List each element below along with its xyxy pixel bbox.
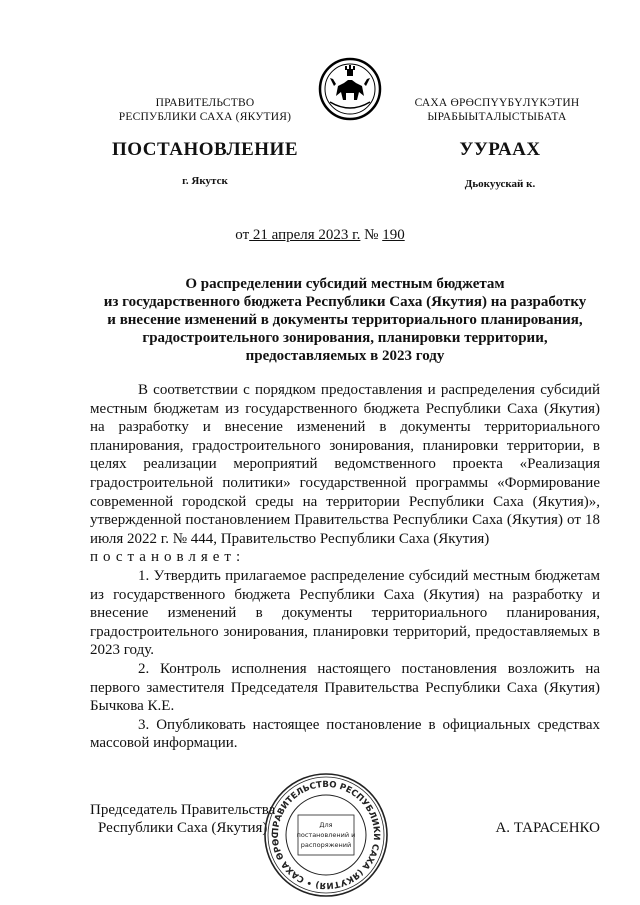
header-right-line-1: САХА ӨРӨСПҮҮБҮЛҮКЭТИН (414, 97, 580, 109)
emblem-icon (318, 56, 382, 122)
item-1: 1. Утвердить прилагаемое распределение субсидий местным бюджетам из государственного бюджета Республики Саха (Якутия) на разработку и внесение изменений в документы территориального планирования, градостроительного зонирования, планировки территорий, предоставляемых в 2023 году. (90, 567, 600, 659)
preamble-paragraph: В соответствии с порядком предоставления и распределения субсидий местным бюджетам из государственного бюджета Республики Саха (Якутия) на разработку и внесение изменений в документы территориального планирования, градостроительного зонирования, планировки территории, в целях реализации мероприятий ведомственного проекта «Реализация градостроительной политики» государственной программы «Формирование современной городской среды на территории Республики Саха (Якутия)», утвержденной постановлением Правительства Республики Саха (Якутия) от 18 июля 2022 г. № 444, Правительство Республики Саха (Якутия) (90, 382, 600, 547)
republic-emblem (318, 56, 382, 122)
document-number-line (0, 227, 640, 244)
document-date: 21 апреля 2023 г. (249, 227, 361, 243)
stamp-center-line-3: распоряжений (300, 841, 352, 849)
title-line-3: и внесение изменений в документы территориального планирования, (107, 312, 583, 328)
number-sign: № (360, 227, 383, 243)
header-left-line-2: РЕСПУБЛИКИ САХА (ЯКУТИЯ) (118, 111, 292, 123)
item-3: 3. Опубликовать настоящее постановление в официальных средствах массовой информации. (90, 716, 600, 752)
signature-position-line-1: Председатель Правительства (90, 802, 276, 818)
item-2: 2. Контроль исполнения настоящего постановления возложить на первого заместителя Председателя Правительства Республики Саха (Якутия) Бычкова К.Е. (90, 660, 600, 715)
doc-type-left: ПОСТАНОВЛЕНИЕ (111, 139, 299, 160)
doc-type-right: УУРААХ (459, 139, 541, 160)
stamp-center-line-1: Для (319, 821, 333, 829)
city-right: Дьокуускай к. (464, 178, 536, 190)
header-left (100, 96, 310, 124)
header-right-line-2: ЫРАБЫЫТАЛЫСТЫБАТА (427, 111, 567, 123)
decree-word: постановляет: (90, 549, 246, 566)
signature-position-line-2: Республики Саха (Якутия) (98, 820, 268, 836)
title-line-1: О распределении субсидий местным бюджетам (185, 276, 505, 292)
title-line-4: градостроительного зонирования, планировки территории, (142, 330, 548, 346)
city-left: г. Якутск (182, 175, 228, 187)
signature-name: А. ТАРАСЕНКО (495, 820, 600, 836)
stamp-seal-icon (262, 771, 390, 899)
document-body (90, 381, 600, 753)
stamp-ring-text: ПРАВИТЕЛЬСТВО РЕСПУБЛИКИ САХА (ЯКУТИЯ) • САХА ӨРӨС (270, 779, 382, 891)
header-left-line-1: ПРАВИТЕЛЬСТВО (155, 97, 255, 109)
number-prefix: от (235, 227, 250, 243)
document-title (80, 275, 610, 365)
official-stamp (262, 771, 390, 899)
document-number: 190 (382, 227, 405, 243)
stamp-center-line-2: постановлений и (296, 831, 356, 839)
header-right (392, 96, 602, 124)
title-line-5: предоставляемых в 2023 году (245, 348, 445, 364)
title-line-2: из государственного бюджета Республики Саха (Якутия) на разработку (103, 294, 587, 310)
